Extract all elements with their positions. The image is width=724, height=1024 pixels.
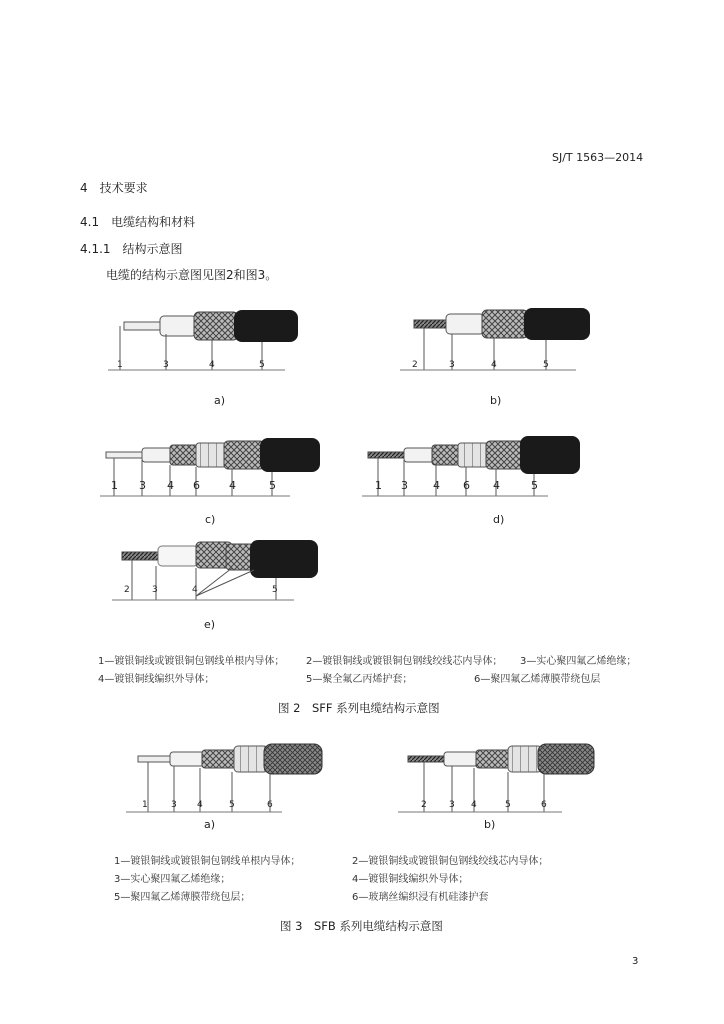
- fig2a-label-3: 3: [163, 360, 169, 370]
- fig2d-label-4b: 4: [493, 479, 500, 492]
- fig2-legend-6: 6—聚四氟乙烯薄膜带绕包层: [474, 674, 601, 685]
- fig2d-label-6: 6: [463, 479, 470, 492]
- fig2-cable-a: [108, 310, 298, 370]
- intro-paragraph: 电缆的结构示意图见图2和图3。: [106, 268, 278, 282]
- fig2c-label-3: 3: [139, 479, 146, 492]
- fig2b-label-4: 4: [491, 360, 497, 370]
- fig3-legend-4: 4—镀银铜线编织外导体；: [352, 874, 469, 885]
- fig3-cable-a: [126, 744, 322, 812]
- fig2b-label-3: 3: [449, 360, 455, 370]
- fig2e-label-5: 5: [272, 585, 278, 595]
- figure2-caption: 图 2 SFF 系列电缆结构示意图: [278, 701, 440, 715]
- fig3b-label-6: 6: [541, 800, 547, 810]
- fig2c-label-4a: 4: [167, 479, 174, 492]
- fig2d-label-5: 5: [531, 479, 538, 492]
- fig3a-label-1: 1: [142, 800, 148, 810]
- fig3a-label-6: 6: [267, 800, 273, 810]
- fig3a-label-5: 5: [229, 800, 235, 810]
- fig2-cable-d: [362, 436, 580, 496]
- fig3-cable-b: [398, 744, 594, 812]
- fig2a-label-5: 5: [259, 360, 265, 370]
- fig3b-label-5: 5: [505, 800, 511, 810]
- fig2e-label-3: 3: [152, 585, 158, 595]
- fig2-sub-d: d): [493, 513, 505, 526]
- fig3-sub-b: b): [484, 818, 496, 831]
- fig2-legend-2: 2—镀银铜线或镀银铜包钢线绞线芯内导体；: [306, 656, 503, 667]
- fig3a-label-4: 4: [197, 800, 203, 810]
- fig2b-label-2: 2: [412, 360, 418, 370]
- fig2c-label-4b: 4: [229, 479, 236, 492]
- fig3-legend-3: 3—实心聚四氟乙烯绝缘；: [114, 874, 231, 885]
- figure3-caption: 图 3 SFB 系列电缆结构示意图: [280, 919, 443, 933]
- fig2-legend-4: 4—镀银铜线编织外导体；: [98, 674, 215, 685]
- fig2-sub-a: a): [214, 394, 226, 407]
- fig2c-label-5: 5: [269, 479, 276, 492]
- fig2a-label-1: 1: [117, 360, 123, 370]
- fig3b-label-4: 4: [471, 800, 477, 810]
- fig3b-label-3: 3: [449, 800, 455, 810]
- fig2c-label-1: 1: [111, 479, 118, 492]
- fig2-sub-b: b): [490, 394, 502, 407]
- fig2d-label-1: 1: [375, 479, 382, 492]
- fig2-cable-e: [112, 540, 318, 600]
- section-heading-4-1-1: 4.1.1 结构示意图: [80, 242, 183, 256]
- fig3a-label-3: 3: [171, 800, 177, 810]
- fig2b-label-5: 5: [543, 360, 549, 370]
- fig2-sub-e: e): [204, 618, 216, 631]
- section-heading-4: 4 技术要求: [80, 181, 148, 195]
- fig3-legend-2: 2—镀银铜线或镀银铜包钢线绞线芯内导体；: [352, 856, 549, 867]
- fig2e-label-2: 2: [124, 585, 130, 595]
- fig2-sub-c: c): [205, 513, 216, 526]
- fig2-legend-5: 5—聚全氟乙丙烯护套；: [306, 674, 413, 685]
- fig3-legend-5: 5—聚四氟乙烯薄膜带绕包层；: [114, 892, 251, 903]
- fig3b-label-2: 2: [421, 800, 427, 810]
- fig2a-label-4: 4: [209, 360, 215, 370]
- page-number: 3: [632, 956, 639, 967]
- fig2c-label-6: 6: [193, 479, 200, 492]
- fig2e-label-4: 4: [192, 585, 198, 595]
- fig3-legend-1: 1—镀银铜线或镀银铜包钢线单根内导体；: [114, 856, 301, 867]
- section-heading-4-1: 4.1 电缆结构和材料: [80, 215, 196, 229]
- fig2-cable-c: [100, 438, 320, 496]
- fig2-legend-3: 3—实心聚四氟乙烯绝缘；: [520, 656, 637, 667]
- fig2d-label-3: 3: [401, 479, 408, 492]
- fig2-legend-1: 1—镀银铜线或镀银铜包钢线单根内导体；: [98, 656, 285, 667]
- fig2d-label-4a: 4: [433, 479, 440, 492]
- fig3-legend-6: 6—玻璃丝编织浸有机硅漆护套: [352, 892, 489, 903]
- fig3-sub-a: a): [204, 818, 216, 831]
- standard-number: SJ/T 1563—2014: [552, 151, 644, 164]
